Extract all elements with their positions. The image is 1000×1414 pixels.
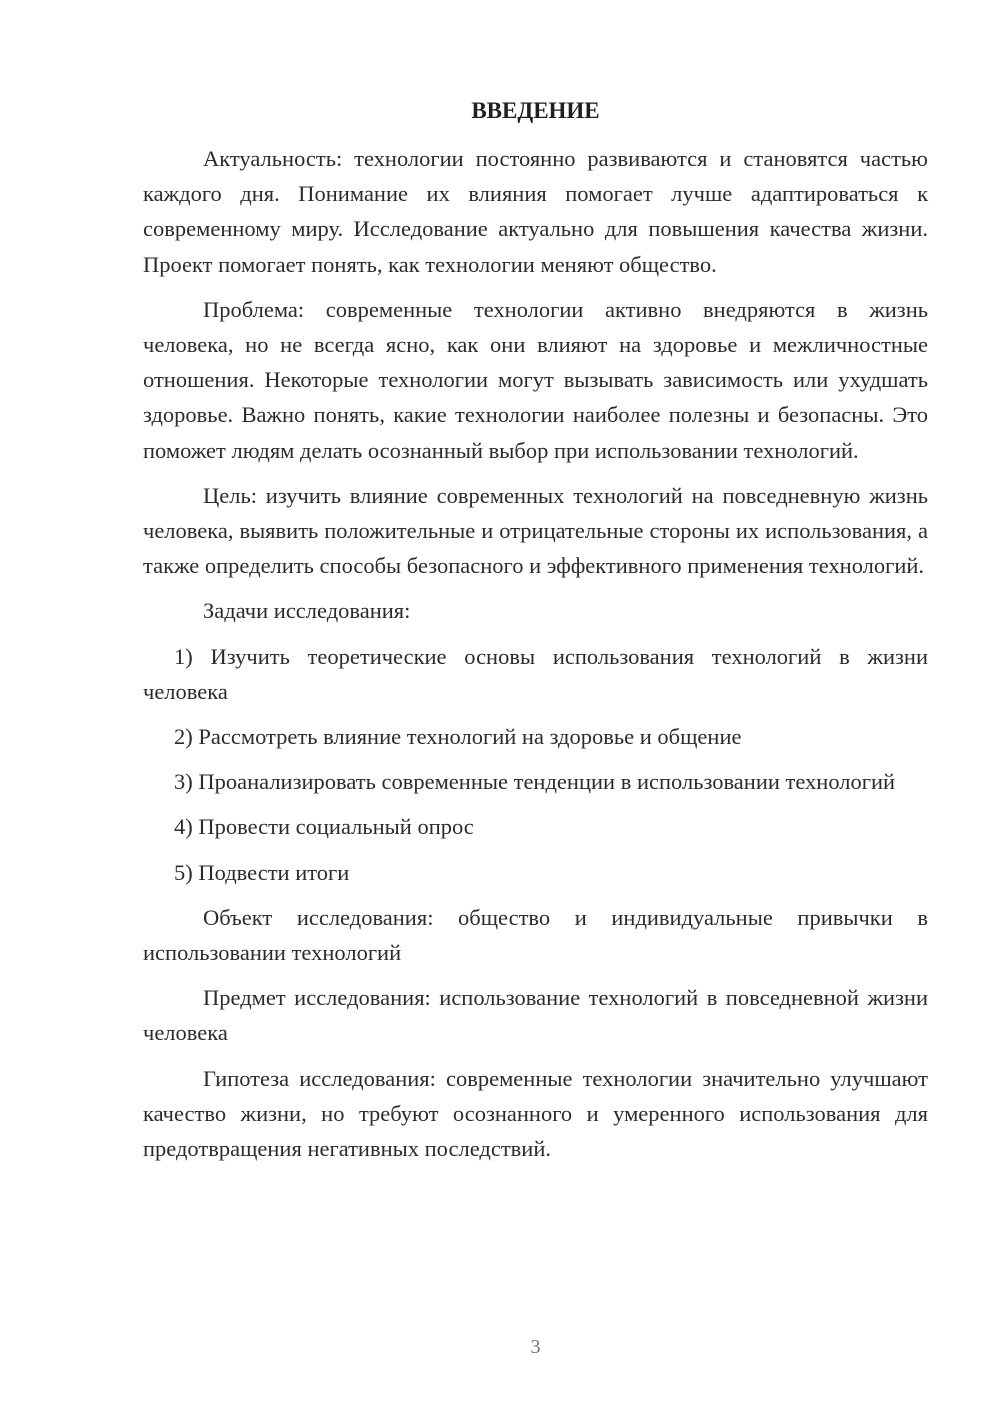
task-item-1: 1) Изучить теоретические основы использования технологий в жизни человека bbox=[143, 643, 928, 704]
document-title: ВВЕДЕНИЕ bbox=[471, 98, 600, 123]
document-body bbox=[143, 141, 928, 1176]
paragraph-hypothesis: Гипотеза исследования: современные технологии значительно улучшают качество жизни, но требуют осознанного и умеренного использования для предотвращения негативных последствий. bbox=[143, 1065, 928, 1162]
paragraph-relevance: Актуальность: технологии постоянно развиваются и становятся частью каждого дня. Понимание их влияния помогает лучше адаптироваться к современному миру. Исследование актуально для повышения качества жизни. Проект помогает понять, как технологии меняют общество. bbox=[143, 146, 928, 277]
task-item-2: 2) Рассмотреть влияние технологий на здоровье и общение bbox=[174, 724, 742, 750]
tasks-heading: Задачи исследования: bbox=[203, 598, 411, 624]
paragraph-object: Объект исследования: общество и индивидуальные привычки в использовании технологий bbox=[143, 904, 928, 966]
page-number: 3 bbox=[530, 1336, 541, 1358]
task-item-4: 4) Провести социальный опрос bbox=[174, 814, 474, 840]
document-page bbox=[143, 0, 928, 1414]
paragraph-goal: Цель: изучить влияние современных технологий на повседневную жизнь человека, выявить положительные и отрицательные стороны их использования, а также определить способы безопасного и эффективного применения технологий. bbox=[143, 482, 928, 579]
task-item-5: 5) Подвести итоги bbox=[174, 859, 350, 885]
task-item-3: 3) Проанализировать современные тенденции в использовании технологий bbox=[174, 769, 896, 795]
paragraph-problem: Проблема: современные технологии активно внедряются в жизнь человека, но не всегда ясно, как они влияют на здоровье и межличностные отношения. Некоторые технологии могут вызывать зависимость или ухудшать здоровье. Важно понять, какие технологии наиболее полезны и безопасны. Это поможет людям делать осознанный выбор при использовании технологий. bbox=[143, 296, 928, 463]
paragraph-subject: Предмет исследования: использование технологий в повседневной жизни человека bbox=[143, 985, 928, 1046]
